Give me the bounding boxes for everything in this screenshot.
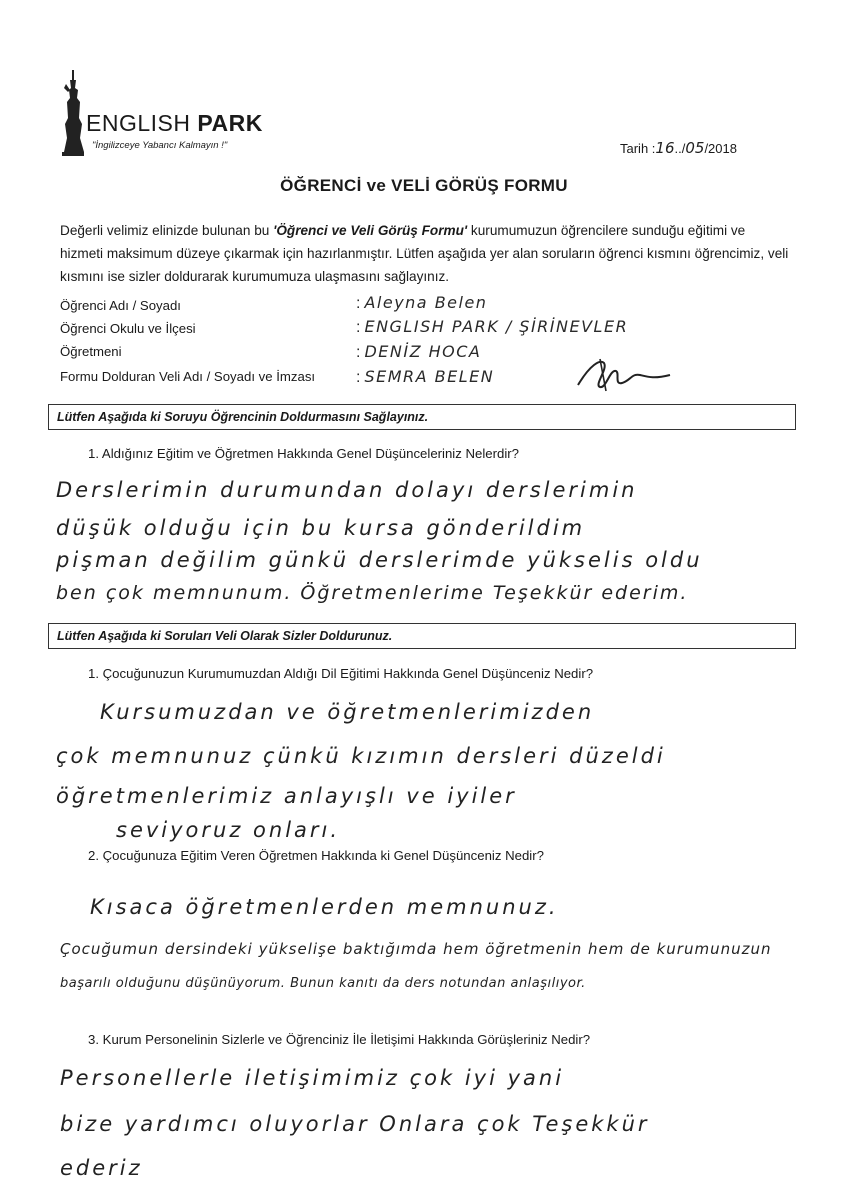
parent-answer-1-line: seviyoruz onları. — [116, 818, 341, 842]
intro-text-2: kurumumuzun öğrencilere sunduğu eğitimi ve hizmeti maksimum düzeye çıkarmak için hazırlanmıştır. Lütfen aşağıda yer alan soruların öğrenci kısmını öğrencimiz, veli kısmını ise sizler doldurarak kurumumuza ulaşmasını sağlayınız. — [60, 223, 789, 284]
student-question-1: 1. Aldığınız Eğitim ve Öğretmen Hakkında Genel Düşünceleriniz Nelerdir? — [88, 446, 519, 461]
date-month: 05 — [685, 139, 705, 157]
field-value-teacher — [356, 342, 481, 362]
teacher-value: DENİZ HOCA — [364, 342, 482, 361]
colon: : — [356, 369, 361, 386]
brand-name-second: PARK — [197, 110, 263, 136]
parent-section-heading: Lütfen Aşağıda ki Soruları Veli Olarak Sizler Doldurunuz. — [48, 623, 796, 649]
parent-answer-3-line: Personellerle iletişimimiz çok iyi yani — [60, 1066, 565, 1090]
student-answer-line: pişman değilim günkü derslerimde yükselis oldu — [56, 548, 703, 572]
date-year: /2018 — [704, 141, 737, 156]
date-field — [620, 139, 737, 157]
parent-question-1: 1. Çocuğunuzun Kurumumuzdan Aldığı Dil Eğitimi Hakkında Genel Düşünceniz Nedir? — [88, 666, 594, 681]
date-label: Tarih : — [620, 141, 656, 156]
date-day: 16 — [655, 139, 675, 157]
field-label-parent: Formu Dolduran Veli Adı / Soyadı ve İmzası — [60, 369, 316, 384]
field-value-parent — [356, 367, 494, 387]
parent-answer-3-line: ederiz — [60, 1156, 143, 1180]
parent-answer-1-line: çok memnunuz çünkü kızımın dersleri düzeldi — [56, 744, 666, 768]
parent-answer-1-line: öğretmenlerimiz anlayışlı ve iyiler — [56, 784, 517, 808]
field-value-school — [356, 317, 628, 337]
intro-text-1: Değerli velimiz elinizde bulunan bu — [60, 223, 274, 238]
field-label-student-name: Öğrenci Adı / Soyadı — [60, 298, 181, 313]
parent-answer-3-line: bize yardımcı oluyorlar Onlara çok Teşekkür — [60, 1112, 650, 1136]
colon: : — [356, 319, 361, 336]
student-answer-line: Derslerimin durumundan dolayı derslerimin — [56, 478, 638, 502]
statue-of-liberty-logo-icon — [58, 68, 88, 156]
intro-form-name: 'Öğrenci ve Veli Görüş Formu' — [273, 223, 468, 238]
form-title: ÖĞRENCİ ve VELİ GÖRÜŞ FORMU — [280, 176, 568, 195]
brand-name-first: ENGLISH — [86, 110, 191, 136]
parent-answer-2-line: Kısaca öğretmenlerden memnunuz. — [90, 895, 559, 919]
date-separator: ../ — [674, 141, 686, 156]
student-answer-line: ben çok memnunum. Öğretmenlerime Teşekkür ederim. — [56, 582, 689, 604]
field-label-teacher: Öğretmeni — [60, 344, 122, 359]
student-section-heading: Lütfen Aşağıda ki Soruyu Öğrencinin Doldurmasını Sağlayınız. — [48, 404, 796, 430]
brand-name — [86, 110, 263, 137]
school-value: ENGLISH PARK / ŞİRİNEVLER — [364, 317, 629, 336]
signature-icon — [570, 355, 680, 395]
form-intro — [60, 219, 790, 288]
parent-question-3: 3. Kurum Personelinin Sizlerle ve Öğrenciniz İle İletişimi Hakkında Görüşleriniz Nedir? — [88, 1032, 591, 1047]
student-name-value: Aleyna Belen — [364, 293, 488, 312]
parent-value: SEMRA BELEN — [364, 367, 495, 386]
colon: : — [356, 295, 361, 312]
field-label-school: Öğrenci Okulu ve İlçesi — [60, 321, 196, 336]
parent-answer-2-line: başarılı olduğunu düşünüyorum. Bunun kanıtı da ders notundan anlaşılıyor. — [60, 976, 586, 991]
parent-answer-1-line: Kursumuzdan ve öğretmenlerimizden — [100, 700, 595, 724]
colon: : — [356, 344, 361, 361]
field-value-student-name — [356, 293, 487, 313]
parent-answer-2-line: Çocuğumun dersindeki yükselişe baktığımda hem öğretmenin hem de kurumunuzun — [60, 940, 772, 958]
student-answer-line: düşük olduğu için bu kursa gönderildim — [56, 516, 586, 540]
parent-question-2: 2. Çocuğunuza Eğitim Veren Öğretmen Hakkında ki Genel Düşünceniz Nedir? — [88, 848, 544, 863]
brand-slogan: "İngilizceye Yabancı Kalmayın !" — [92, 140, 228, 151]
